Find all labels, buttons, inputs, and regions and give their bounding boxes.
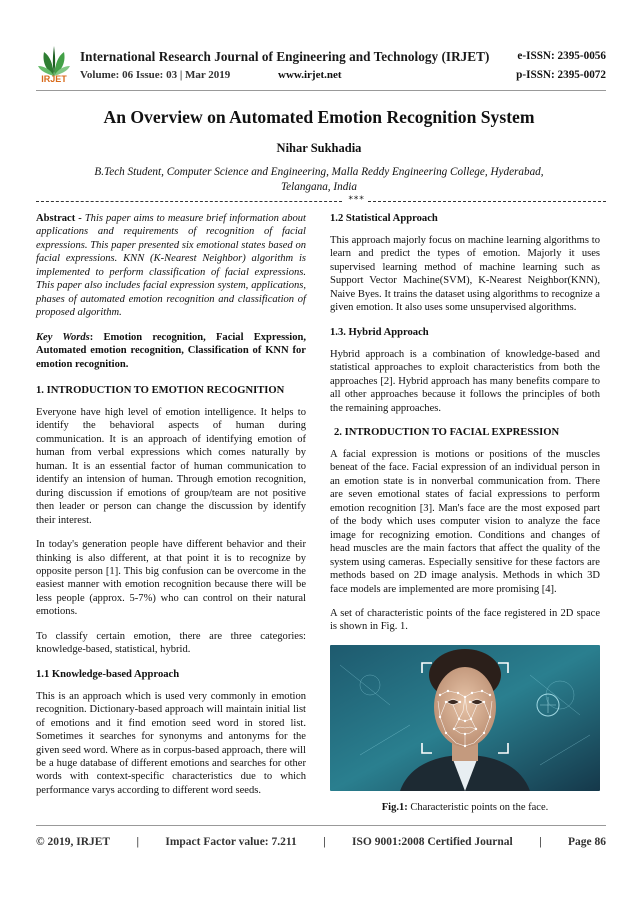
- right-column: [330, 212, 600, 814]
- footer-separator: |: [323, 836, 326, 848]
- section-1-3-paragraph-1: Hybrid approach is a combination of knowledge-based and statistical approaches to exploit characteristics from both the approaches [2]. Hybrid approach has many benefits compare to all other approaches because it follows the principles of both the remaining approaches.: [330, 348, 600, 414]
- abstract-label: Abstract -: [36, 213, 85, 224]
- face-landmark-image: [330, 645, 600, 791]
- volume-issue: Volume: 06 Issue: 03 | Mar 2019: [80, 69, 231, 81]
- footer-iso: ISO 9001:2008 Certified Journal: [352, 836, 513, 848]
- section-1-1-heading: 1.1 Knowledge-based Approach: [36, 668, 180, 680]
- journal-name: International Research Journal of Engineering and Technology (IRJET): [80, 49, 490, 64]
- abstract: [36, 212, 306, 320]
- section-1-paragraph-3: To classify certain emotion, there are three categories: knowledge-based, statistical, hybrid.: [36, 630, 306, 656]
- footer-rule: [36, 825, 606, 826]
- keywords: [36, 331, 306, 371]
- irjet-logo: [36, 44, 72, 86]
- author-name: Nihar Sukhadia: [276, 141, 362, 155]
- p-issn: p-ISSN: 2395-0072: [516, 69, 606, 81]
- section-1-2-heading: 1.2 Statistical Approach: [330, 213, 438, 224]
- footer-separator: |: [539, 836, 542, 848]
- figure-caption: [330, 801, 600, 814]
- page-footer: [36, 836, 606, 848]
- affiliation-line-2: Telangana, India: [280, 181, 358, 193]
- figure-caption-text: Characteristic points on the face.: [407, 801, 549, 813]
- e-issn: e-ISSN: 2395-0056: [517, 50, 606, 62]
- face-recognition-figure: [330, 645, 600, 791]
- section-1-paragraph-2: In today's generation people have different behavior and their thinking is also different, at that point it is to recognize by opposite person [1]. This big confusion can be overcome in the easiest manner with emotion recognition because there will be less people (approx. 5-7%) who can control on their natural emotions.: [36, 539, 306, 618]
- left-column: [36, 212, 306, 808]
- journal-url[interactable]: www.irjet.net: [278, 69, 342, 81]
- keywords-body: : Emotion recognition, Facial Expression, Automated emotion recognition, Classification of KNN for emotion recognition.: [36, 331, 306, 370]
- logo-text: IRJET: [41, 74, 67, 84]
- affiliation-line-1: B.Tech Student, Computer Science and Engineering, Malla Reddy Engineering College, Hyderabad,: [94, 166, 544, 178]
- section-2-heading: 2. INTRODUCTION TO FACIAL EXPRESSION: [334, 426, 560, 438]
- author-affiliation: [80, 165, 558, 195]
- section-1-heading: 1. INTRODUCTION TO EMOTION RECOGNITION: [36, 384, 285, 396]
- section-1-2-paragraph-1: This approach majorly focus on machine learning algorithms to learn and predict the types of emotion. Majorly it uses supervised learning method of machine learning such as Support Vector Machine(SVM), K-Nearest Neighbor(KNN), Naive Byes. It trains the dataset using algorithms to recognize a given emotion. It also uses some unsupervised algorithms.: [330, 235, 600, 314]
- abstract-body: This paper aims to measure brief information about applications and requirements of recognition of facial expressions. This paper presented six emotional states based on facial expressions. KNN (K-Nearest Neighbor) algorithm is implemented to perform classification of facial expressions. This paper also includes facial expression system, applications, phases of automated emotion recognition and classification of proposed algorithm.: [36, 213, 306, 319]
- section-2-paragraph-1: A facial expression is motions or positions of the muscles beneat of the face. Facial expression of an individual person in an emotion state is in nonverbal communication from. There are seven emotional states of facial expressions to perform emotion recognition [3]. Man's face are the most exposed part of the body which uses computer vision to analyze the face image for recognizing emotion. Conditions and changes of head muscles are the main factors that affect the quality of the system using cameras. Especially sensitive for these factors are methods based on 2D image analysis. Methods in which 3D face models are implemented are more promising [4].: [330, 448, 600, 595]
- leaf-logo-icon: [36, 44, 72, 78]
- footer-page-number: Page 86: [567, 836, 606, 848]
- footer-separator: |: [136, 836, 139, 848]
- header-rule: [36, 90, 606, 91]
- section-2-paragraph-2: A set of characteristic points of the face registered in 2D space is shown in Fig. 1.: [330, 607, 600, 633]
- separator-dash-left: [36, 201, 342, 202]
- journal-header: [36, 44, 606, 88]
- section-separator: [36, 196, 606, 208]
- separator-stars: ***: [348, 195, 365, 205]
- keywords-label: Key Words: [36, 331, 90, 343]
- figure-label: Fig.1:: [381, 801, 408, 813]
- separator-dash-right: [368, 201, 606, 202]
- section-1-1-paragraph-1: This is an approach which is used very commonly in emotion recognition. Dictionary-based approach will maintain initial list of emotions and it find emotion seed word in stored list. Sometimes it searches for synonyms and antonyms for the given seed word. Where as in corpus-based approach, there will be a huge database of different emotions and searches for other words with context-specific characteristics due to which performance varys according to different word seeds.: [36, 690, 306, 796]
- section-1-paragraph-1: Everyone have high level of emotion intelligence. It helps to identify the behavioral aspects of human during communication. It is an approach of identifying emotion of human from verbal expressions which comes naturally by human. It is an essential factor of human communication to identify an intension of human. Through emotion recognition, during discussion if emotions of group/team are not positive then leader or person can change the discussion by identify their interest.: [36, 406, 306, 526]
- footer-copyright: © 2019, IRJET: [36, 836, 111, 848]
- footer-impact-factor: Impact Factor value: 7.211: [165, 836, 297, 848]
- section-1-3-heading: 1.3. Hybrid Approach: [330, 326, 429, 338]
- paper-title: An Overview on Automated Emotion Recognition System: [103, 107, 535, 127]
